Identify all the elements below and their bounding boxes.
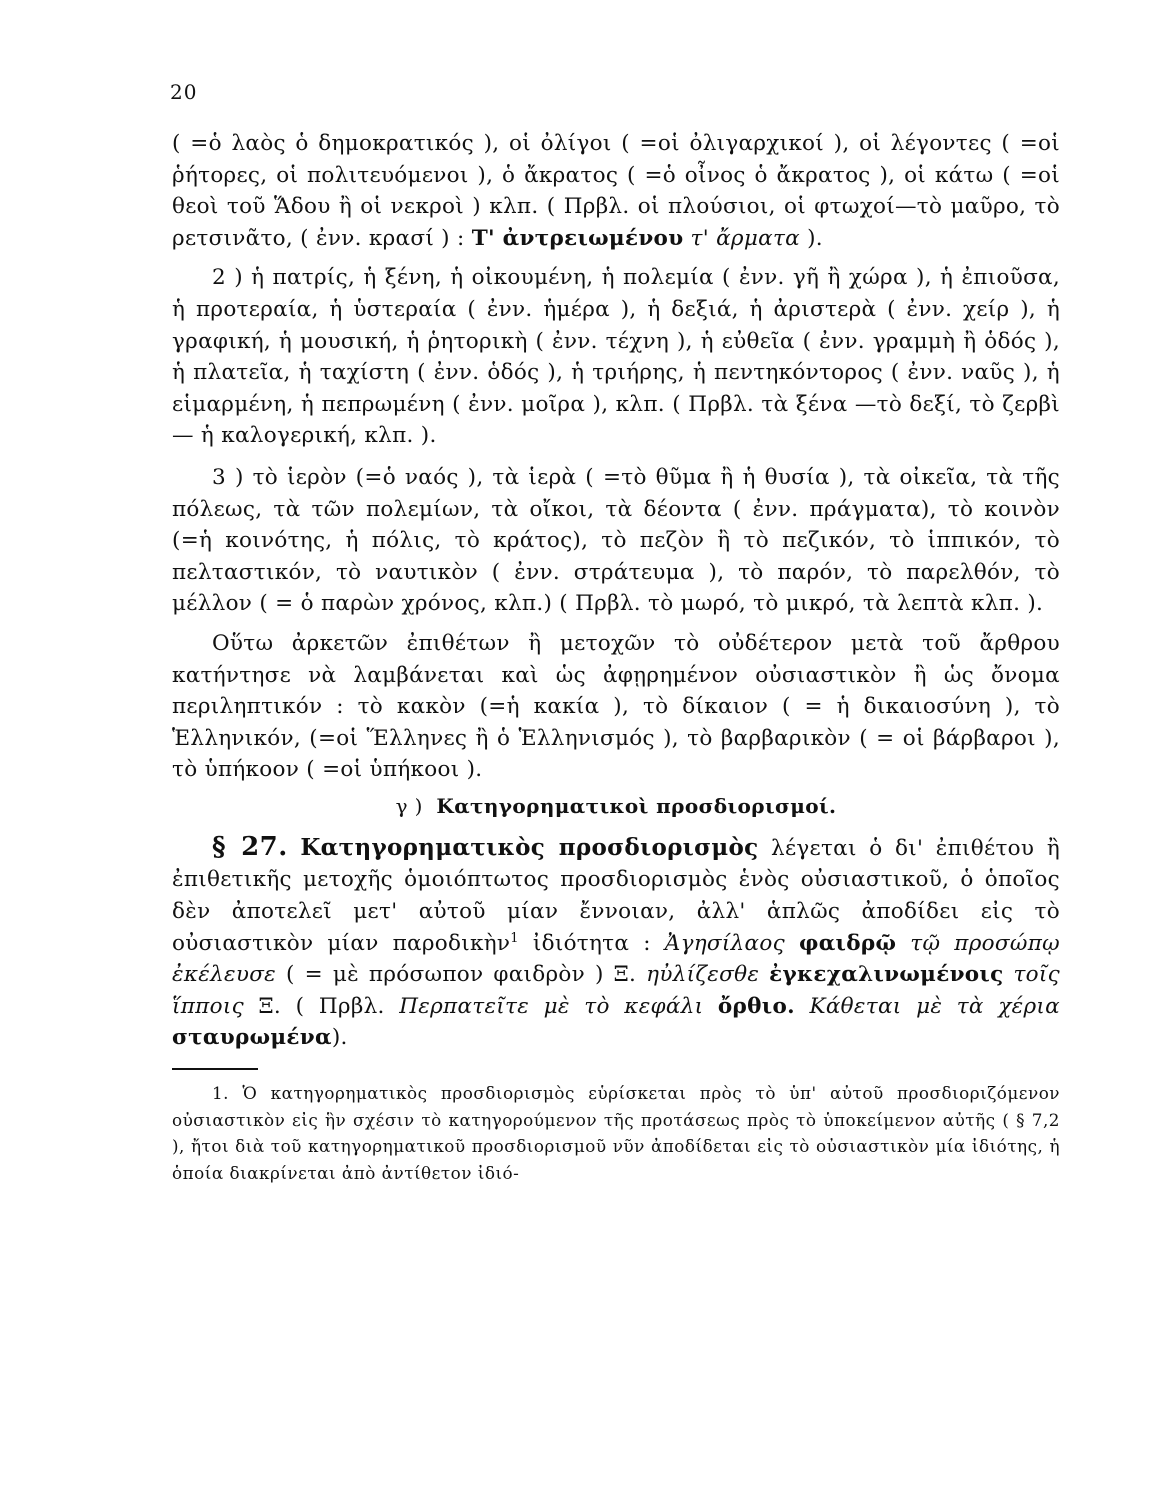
page-number: 20	[170, 80, 198, 104]
footnote-divider	[172, 1068, 258, 1070]
paragraph-feminine-examples: 2 ) ἡ πατρίς, ἡ ξένη, ἡ οἰκουμένη, ἡ πολεμία ( ἐνν. γῆ ἢ χώρα ), ἡ ἐπιοῦσα, ἡ προτεραία, ἡ ὑστεραία ( ἐνν. ἡμέρα ), ἡ δεξιά, ἡ ἀριστερὰ ( ἐνν. χείρ ), ἡ γραφική, ἡ μουσική, ἡ ῥητορικὴ ( ἐνν. τέχνη ), ἡ εὐθεῖα ( ἐνν. γραμμὴ ἢ ὁδός ), ἡ πλατεῖα, ἡ ταχίστη ( ἐνν. ὁδός ), ἡ τριήρης, ἡ πεντηκόντορος ( ἐνν. ναῦς ), ἡ εἱμαρμένη, ἡ πεπρωμένη ( ἐνν. μοῖρα ), κλπ. ( Πρβλ. τὰ ξένα —τὸ δεξί, τὸ ζερβὶ— ἡ καλογερική, κλπ. ).	[172, 265, 1060, 449]
paragraph-articles-plural: ( =ὁ λαὸς ὁ δημοκρατικός ), οἱ ὀλίγοι ( =οἱ ὀλιγαρχικοί ), οἱ λέγοντες ( =οἱ ῥήτορες, οἱ πολιτευόμενοι ), ὁ ἄκρατος ( =ὁ οἶνος ὁ ἄκρατος ), οἱ κάτω ( =οἱ θεοὶ τοῦ Ἅδου ἢ οἱ νεκροὶ ) κλπ. ( Πρβλ. οἱ πλούσιοι, οἱ φτωχοί—τὸ μαῦρο, τὸ ρετσινᾶτο, ( ἐνν. κρασί ) : Τ' ἀντρειωμένου τ' ἄρματα ).	[172, 131, 1060, 251]
section-title: Κατηγορηματικὸς προσδιορισμὸς	[300, 833, 759, 861]
section-number: § 27.	[212, 831, 288, 862]
footnote-marker: 1	[510, 930, 519, 946]
page-body	[172, 128, 1060, 1186]
paragraph-neuter-examples: 3 ) τὸ ἱερὸν (=ὁ ναός ), τὰ ἱερὰ ( =τὸ θῦμα ἢ ἡ θυσία ), τὰ οἰκεῖα, τὰ τῆς πόλεως, τὰ τῶν πολεμίων, τὰ οἴκοι, τὰ δέοντα ( ἐνν. πράγματα), τὸ κοινὸν (=ἡ κοινότης, ἡ πόλις, τὸ κράτος), τὸ πεζὸν ἢ τὸ πεζικόν, τὸ ἱππικόν, τὸ πελταστικόν, τὸ ναυτικὸν ( ἐνν. στράτευμα ), τὸ παρόν, τὸ παρελθόν, τὸ μέλλον ( = ὁ παρὼν χρόνος, κλπ.) ( Πρβλ. τὸ μωρό, τὸ μικρό, τὰ λεπτὰ κλπ. ).	[172, 464, 1060, 617]
section-27: § 27. Κατηγορηματικὸς προσδιορισμὸς λέγεται ὁ δι' ἐπιθέτου ἢ ἐπιθετικῆς μετοχῆς ὁμοιόπτωτος προσδιορισμὸς ἑνὸς οὐσιαστικοῦ, ὁ ὁποῖος δὲν ἀποτελεῖ μετ' αὐτοῦ μίαν ἔννοιαν, ἀλλ' ἁπλῶς ἀποδίδει εἰς τὸ οὐσιαστικὸν μίαν παροδικὴν$^1$ ἰδιότητα : Ἀγησίλαος φαιδρῷ τῷ προσώπῳ ἐκέλευσε ( = μὲ πρόσωπον φαιδρὸν ) Ξ. ηὐλίζεσθε ἐγκεχαλινωμένοις τοῖς ἵπποις Ξ. ( Πρβλ. Περπατεῖτε μὲ τὸ κεφάλι ὄρθιο. Κάθεται μὲ τὰ χέρια σταυρωμένα).	[172, 831, 1061, 1051]
footnote-1: 1. Ὁ κατηγορηματικὸς προσδιορισμὸς εὑρίσκεται πρὸς τὸ ὑπ' αὐτοῦ προσδιοριζόμενον οὐσιαστικὸν εἰς ἣν σχέσιν τὸ κατηγορούμενον τῆς προτάσεως πρὸς τὸ ὑποκείμενον αὐτῆς ( § 7,2 ), ἤτοι διὰ τοῦ κατηγορηματικοῦ προσδιορισμοῦ νῦν ἀποδίδεται εἰς τὸ οὐσιαστικὸν μία ἰδιότης, ἡ ὁποία διακρίνεται ἀπὸ ἀντίθετον ἰδιό-	[172, 1083, 1060, 1183]
subheading-predicative: γ ) Κατηγορηματικοὶ προσδιορισμοί.	[395, 793, 837, 818]
paragraph-abstract-nouns: Οὕτω ἀρκετῶν ἐπιθέτων ἢ μετοχῶν τὸ οὐδέτερον μετὰ τοῦ ἄρθρου κατήντησε νὰ λαμβάνεται καὶ ὡς ἀφῃρημένον οὐσιαστικὸν ἢ ὡς ὄνομα περιληπτικόν : τὸ κακὸν (=ἡ κακία ), τὸ δίκαιον ( = ἡ δικαιοσύνη ), τὸ Ἑλληνικόν, (=οἱ Ἕλληνες ἢ ὁ Ἑλληνισμός ), τὸ βαρβαρικὸν ( = οἱ βάρβαροι ), τὸ ὑπήκοον ( =οἱ ὑπήκοοι ).	[172, 630, 1060, 783]
